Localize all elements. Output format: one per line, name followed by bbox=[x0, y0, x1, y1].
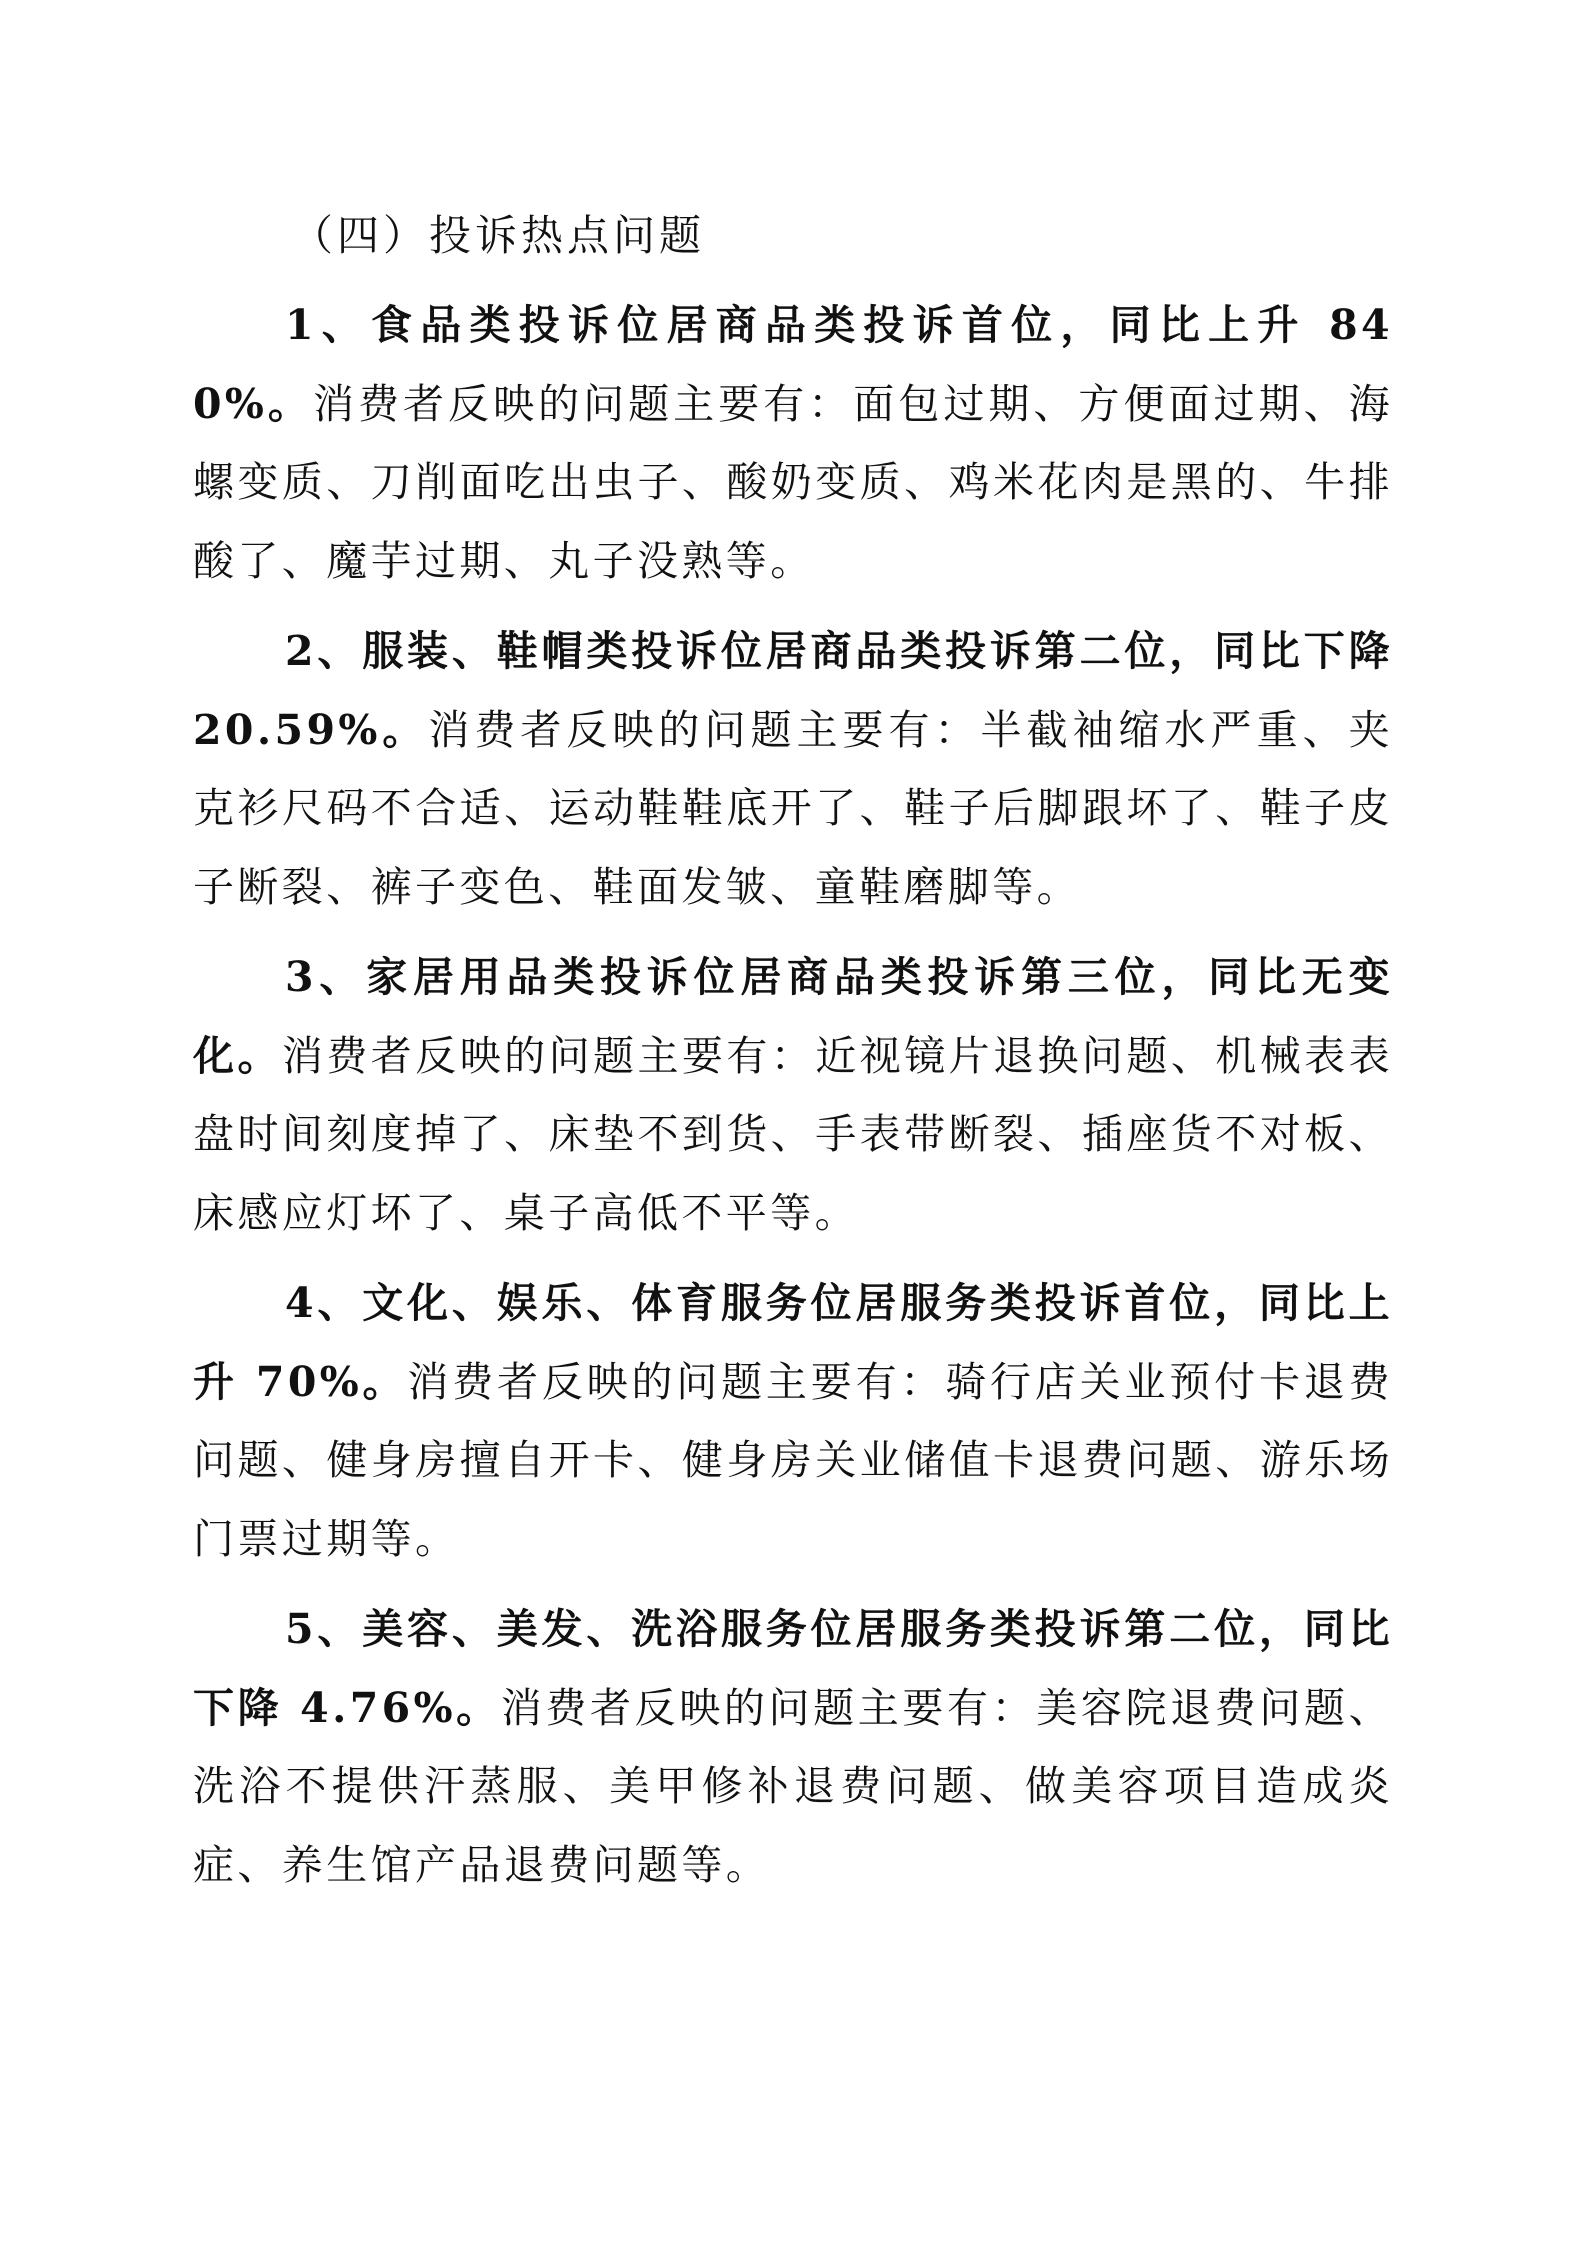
list-item bbox=[193, 612, 1393, 926]
item-body: 消费者反映的问题主要有：面包过期、方便面过期、海螺变质、刀削面吃出虫子、酸奶变质、鸡米花肉是黑的、牛排酸了、魔芋过期、丸子没熟等。 bbox=[193, 379, 1393, 585]
item-lead: 5、美容、美发、洗浴服务位居服务类投诉第二位，同比下降 4.76%。 bbox=[193, 1605, 1393, 1732]
hotspot-list bbox=[193, 286, 1393, 1916]
document-page bbox=[193, 0, 1393, 2245]
item-lead: 4、文化、娱乐、体育服务位居服务类投诉首位，同比上升 70%。 bbox=[193, 1279, 1393, 1406]
list-item bbox=[193, 286, 1393, 600]
item-body: 消费者反映的问题主要有：近视镜片退换问题、机械表表盘时间刻度掉了、床垫不到货、手表带断裂、插座货不对板、床感应灯坏了、桌子高低不平等。 bbox=[193, 1031, 1393, 1237]
section-title: （四）投诉热点问题 bbox=[291, 211, 706, 260]
item-lead: 3、家居用品类投诉位居商品类投诉第三位，同比无变化。 bbox=[193, 953, 1393, 1080]
list-item bbox=[193, 1264, 1393, 1578]
item-body: 消费者反映的问题主要有：半截袖缩水严重、夹克衫尺码不合适、运动鞋鞋底开了、鞋子后脚跟坏了、鞋子皮子断裂、裤子变色、鞋面发皱、童鞋磨脚等。 bbox=[193, 705, 1393, 911]
item-lead: 1、食品类投诉位居商品类投诉首位，同比上升 840%。 bbox=[193, 301, 1393, 428]
item-lead: 2、服装、鞋帽类投诉位居商品类投诉第二位，同比下降 20.59%。 bbox=[193, 627, 1393, 754]
list-item bbox=[193, 1590, 1393, 1904]
item-body: 消费者反映的问题主要有：骑行店关业预付卡退费问题、健身房擅自开卡、健身房关业储值卡退费问题、游乐场门票过期等。 bbox=[193, 1357, 1393, 1563]
item-body: 消费者反映的问题主要有：美容院退费问题、洗浴不提供汗蒸服、美甲修补退费问题、做美容项目造成炎症、养生馆产品退费问题等。 bbox=[193, 1683, 1393, 1889]
list-item bbox=[193, 938, 1393, 1252]
